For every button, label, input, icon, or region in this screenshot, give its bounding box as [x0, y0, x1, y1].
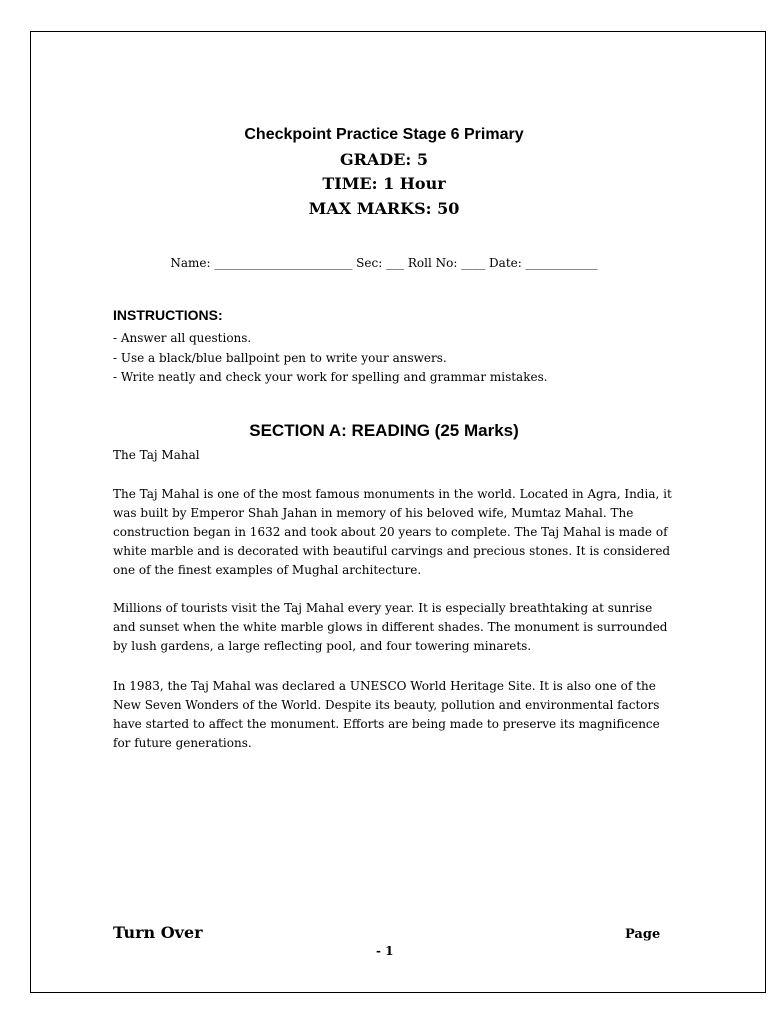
passage-paragraph-3: In 1983, the Taj Mahal was declared a UNESCO World Heritage Site. It is also one of the New Seven Wonders of the World. Despite its beauty, pollution and environmental factors have started to affect the monument. Efforts are being made to preserve its magnificence for future generations. — [113, 679, 660, 750]
instructions-list — [113, 329, 548, 388]
instruction-item: - Answer all questions. — [113, 331, 252, 345]
passage-title: The Taj Mahal — [113, 448, 200, 462]
section-a-heading: SECTION A: READING (25 Marks) — [249, 421, 519, 440]
turn-over-label: Turn Over — [113, 923, 203, 942]
page-label: Page — [625, 927, 661, 942]
max-marks-label: MAX MARKS: 50 — [308, 199, 460, 218]
grade-label: GRADE: 5 — [339, 150, 429, 169]
time-label: TIME: 1 Hour — [322, 174, 446, 193]
instructions-heading: INSTRUCTIONS: — [113, 307, 223, 323]
instruction-item: - Use a black/blue ballpoint pen to write your answers. — [113, 350, 447, 365]
page-number: - 1 — [376, 944, 394, 958]
passage-paragraph-1: The Taj Mahal is one of the most famous monuments in the world. Located in Agra, India, it was built by Emperor Shah Jahan in memory of his beloved wife, Mumtaz Mahal. The construction began in 1632 and took about 20 years to complete. The Taj Mahal is made of white marble and is decorated with beautiful carvings and precious stones. It is considered one of the finest examples of Mughal architecture. — [113, 487, 672, 577]
exam-title: Checkpoint Practice Stage 6 Primary — [244, 126, 524, 143]
student-info-line: Name: _______________________ Sec: ___ Roll No: ____ Date: ____________ — [170, 256, 598, 270]
instruction-item: - Write neatly and check your work for spelling and grammar mistakes. — [113, 370, 548, 384]
passage-paragraph-2: Millions of tourists visit the Taj Mahal every year. It is especially breathtaking at sunrise and sunset when the white marble glows in different shades. The monument is surrounded by lush gardens, a large reflecting pool, and four towering minarets. — [113, 601, 668, 653]
